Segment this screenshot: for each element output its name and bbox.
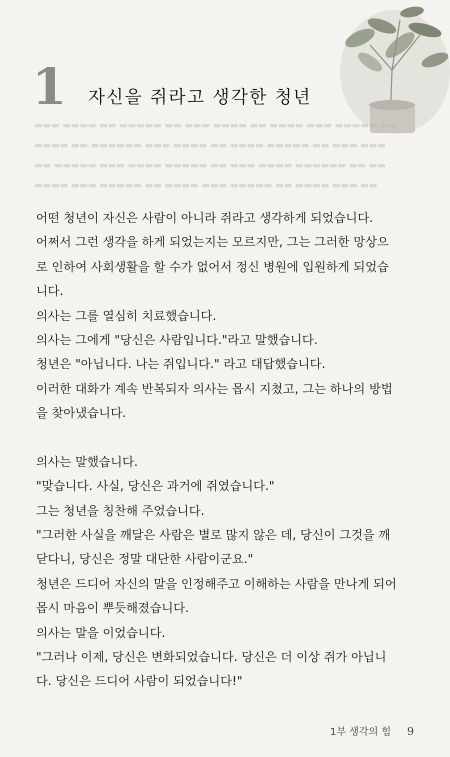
text-line: 니다. [36, 284, 64, 299]
text-line: 이러한 대화가 계속 반복되자 의사는 몹시 지쳤고, 그는 하나의 방법 [36, 381, 393, 396]
show-through-text: ▬▬▬▬ ▬▬▬ ▬▬▬▬▬ ▬▬ ▬▬▬▬ ▬▬▬ ▬▬▬▬▬ ▬▬ ▬▬▬▬ ▬▬▬ ▬▬ [34, 181, 378, 191]
text-line: 청년은 드디어 자신의 말을 인정해주고 이해하는 사람을 만나게 되어 [36, 576, 397, 591]
text-line: 그는 청년을 칭찬해 주었습니다. [36, 503, 205, 518]
story-body [36, 206, 426, 694]
paragraph-1 [36, 206, 426, 426]
chapter-number: 1 [32, 57, 67, 116]
show-through-text: ▬▬ ▬▬▬▬▬ ▬▬▬ ▬▬▬▬ ▬▬▬▬▬ ▬▬ ▬▬▬ ▬▬▬▬ ▬▬▬▬▬▬ ▬▬ ▬▬ [34, 161, 386, 171]
show-through-text: ▬▬▬▬ ▬▬ ▬▬▬▬▬▬ ▬▬▬ ▬▬▬▬ ▬▬ ▬▬▬▬ ▬▬▬▬▬ ▬▬ ▬▬▬ ▬▬▬ [34, 141, 386, 151]
text-line: 닫다니, 당신은 정말 대단한 사람이군요." [36, 552, 254, 567]
text-line: 청년은 "아닙니다. 나는 쥐입니다." 라고 대답했습니다. [36, 357, 326, 372]
text-line: 다. 당신은 드디어 사람이 되었습니다!" [36, 674, 243, 689]
section-label: 1부 생각의 힘 [329, 727, 391, 738]
text-line: 의사는 그에게 "당신은 사람입니다."라고 말했습니다. [36, 332, 318, 347]
page-number: 9 [407, 725, 414, 738]
text-line: "그러한 사실을 깨달은 사람은 별로 많지 않은 데, 당신이 그것을 깨 [36, 528, 391, 543]
text-line: 어쩌서 그런 생각을 하게 되었는지는 모르지만, 그는 그러한 망상으 [36, 235, 389, 250]
text-line: 어떤 청년이 자신은 사람이 아니라 쥐라고 생각하게 되었습니다. [36, 211, 374, 225]
text-line: "맞습니다. 사실, 당신은 과거에 쥐였습니다." [36, 479, 275, 494]
text-line: 의사는 그를 열심히 치료했습니다. [36, 308, 217, 323]
plant-illustration [300, 0, 450, 135]
chapter-title: 자신을 쥐라고 생각한 청년 [88, 88, 312, 108]
text-line: 의사는 말을 이었습니다. [36, 625, 166, 640]
paragraph-2 [36, 450, 426, 694]
paragraph-gap [36, 426, 426, 450]
text-line: 을 찾아냈습니다. [36, 406, 127, 421]
page-footer [330, 723, 414, 738]
show-through-text: ▬▬▬ ▬▬▬▬ ▬▬ ▬▬▬▬▬ ▬▬ ▬▬▬ ▬▬▬▬ ▬▬ ▬▬▬▬ ▬▬▬ ▬▬▬▬▬ ▬▬ [34, 121, 398, 131]
text-line: 의사는 말했습니다. [36, 454, 138, 469]
text-line: 로 인하여 사회생활을 할 수가 없어서 정신 병원에 입원하게 되었습 [36, 259, 389, 274]
text-line: 몹시 마음이 뿌듯해졌습니다. [36, 601, 189, 616]
text-line: "그러나 이제, 당신은 변화되었습니다. 당신은 더 이상 쥐가 아닙니 [36, 650, 387, 665]
